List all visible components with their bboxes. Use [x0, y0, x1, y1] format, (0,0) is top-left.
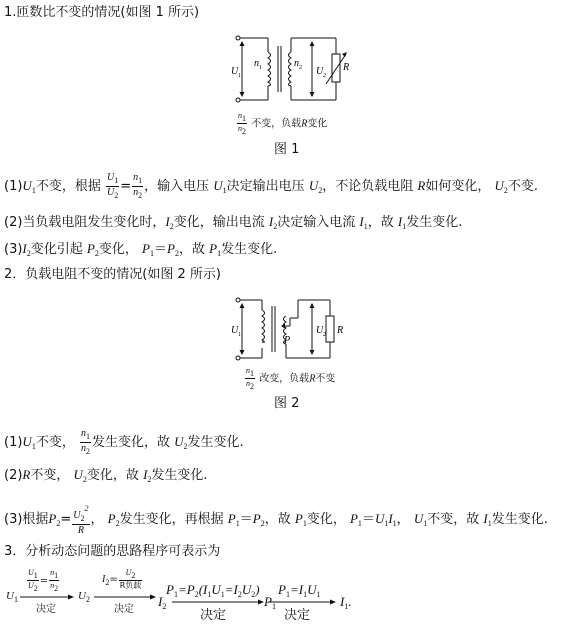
svg-text:1: 1 [238, 332, 241, 338]
svg-text:U: U [316, 325, 324, 336]
svg-text:U: U [316, 66, 324, 77]
flow-power-relation: $P_1=P_2(I_1U_1=I_2U_2)$ [166, 582, 260, 599]
figure1-label: 图 1 [274, 142, 300, 157]
flow-p1: $P_1$ [264, 594, 276, 611]
flow-i2: $I_2$ [158, 594, 167, 611]
section1-item1: $(1)U_1$不变，根据 $\frac{U_1}{U_2}$ = $\frac{n_1}{n_2}$ ，输入电压 $U_1$决定输出电压 $U_2$，不论负载电阻 R如何变化， $U_2$不变. [4, 172, 538, 200]
reasoning-flow [4, 566, 564, 622]
caption-frac-n2: n2 [238, 124, 246, 136]
section3-title: 3．分析动态问题的思路程序可表示为 [4, 544, 221, 559]
svg-text:n: n [294, 58, 299, 69]
flow-decide-4: 决定 [284, 608, 311, 623]
flow-decide-3: 决定 [200, 608, 227, 623]
figure2-label: 图 2 [274, 396, 300, 411]
svg-text:R: R [337, 325, 344, 336]
flow-u1: $U_1$ [6, 590, 18, 604]
svg-text:2: 2 [323, 332, 326, 338]
flow-i1: $I_1$. [340, 594, 352, 611]
section1-item3: $(3)I_2$变化引起 $P_2$变化， $P_1=P_2$，故 $P_1$发生变化. [4, 241, 278, 258]
figure1-caption: $\frac{n1}{n2}$ 不变，负载R变化 [238, 111, 328, 136]
section2-title: 2．负载电阻不变的情况(如图 2 所示) [4, 267, 221, 282]
flow-ratio2: $I_2=$ $\frac{U2}{\text{R负载}}$ [102, 568, 142, 590]
section2-item1: $(1)U_1$不变， $\frac{n_1}{n_2}$ 发生变化，故 $U_2$发生变化. [4, 428, 244, 456]
svg-text:R: R [343, 62, 350, 73]
svg-text:n: n [254, 58, 259, 69]
figure2-caption: $\frac{n1}{n2}$ 改变，负载R不变 [246, 366, 336, 391]
figure1-circuit [228, 32, 358, 110]
section2-item3: (3)根据$P_2=$ $\frac{U_2^2}{R}$ ， $P_2$发生变化，再根据 $P_1=P_2$，故 $P_1$变化， $P_1=U_1I_1$， $U_1$不变，故 $I_1$发生变化. [4, 504, 548, 536]
svg-text:1: 1 [259, 65, 262, 71]
svg-text:P: P [284, 335, 291, 346]
svg-text:1: 1 [238, 73, 241, 79]
figure2-circuit [228, 296, 358, 364]
flow-decide-1: 决定 [36, 604, 56, 615]
section1-title: 1.匝数比不变的情况(如图 1 所示) [4, 5, 200, 20]
svg-text:2: 2 [323, 73, 326, 79]
flow-p1-relation: $P_1=I_1U_1$ [278, 582, 321, 599]
flow-u2: $U_2$ [78, 590, 90, 604]
svg-text:2: 2 [299, 65, 302, 71]
flow-ratio1: $\frac{U1}{U2}$ = $\frac{n1}{n2}$ [28, 568, 59, 593]
section1-item2: (2)当负载电阻发生变化时，$I_2$变化，输出电流 $I_2$决定输入电流 $I_1$，故 $I_1$发生变化. [4, 214, 463, 231]
caption-frac-n1: n1 [238, 111, 246, 123]
svg-text:U: U [231, 325, 239, 336]
flow-decide-2: 决定 [114, 604, 134, 615]
section2-item2: (2)R不变， $U_2$变化，故 $I_2$发生变化. [4, 467, 208, 484]
svg-text:U: U [231, 66, 239, 77]
